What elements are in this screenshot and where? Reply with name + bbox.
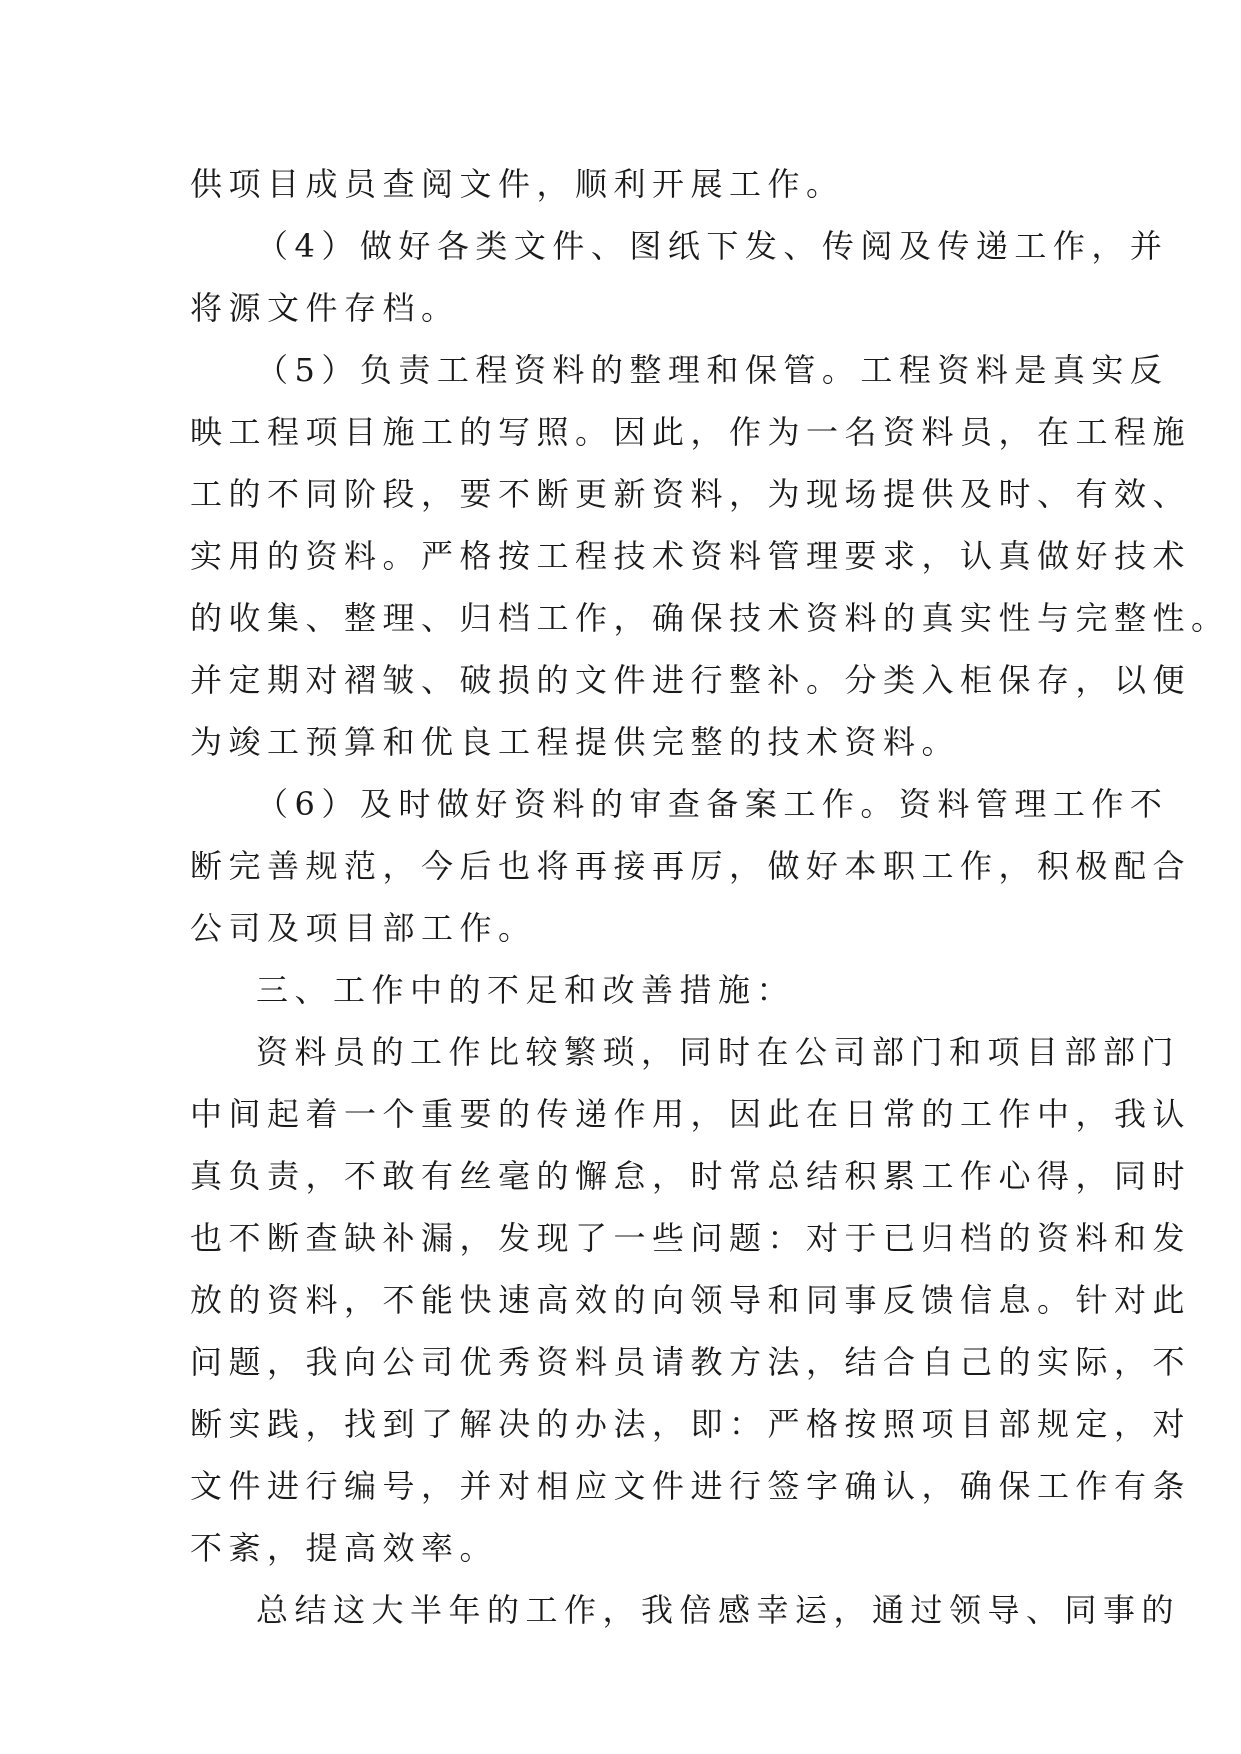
text-line: 中间起着一个重要的传递作用，因此在日常的工作中，我认: [190, 1095, 1192, 1133]
text-line: 断实践，找到了解决的办法，即：严格按照项目部规定，对: [190, 1405, 1192, 1443]
paragraph-first-line: （4）做好各类文件、图纸下发、传阅及传递工作，并: [256, 227, 1169, 265]
text-line: 不紊，提高效率。: [190, 1529, 499, 1567]
paragraph-first-line: （5）负责工程资料的整理和保管。工程资料是真实反: [256, 351, 1169, 389]
text-line: 将源文件存档。: [190, 289, 460, 327]
paragraph-first-line: （6）及时做好资料的审查备案工作。资料管理工作不: [256, 785, 1169, 823]
text-line: 也不断查缺补漏，发现了一些问题：对于已归档的资料和发: [190, 1219, 1192, 1257]
text-line: 为竣工预算和优良工程提供完整的技术资料。: [190, 723, 961, 761]
text-line: 断完善规范，今后也将再接再厉，做好本职工作，积极配合: [190, 847, 1192, 885]
text-line: 公司及项目部工作。: [190, 909, 537, 947]
text-line: 真负责，不敢有丝毫的懈怠，时常总结积累工作心得，同时: [190, 1157, 1192, 1195]
paragraph-first-line: 资料员的工作比较繁琐，同时在公司部门和项目部部门: [256, 1033, 1181, 1071]
text-line: 工的不同阶段，要不断更新资料，为现场提供及时、有效、: [190, 475, 1192, 513]
text-line: 供项目成员查阅文件，顺利开展工作。: [190, 165, 845, 203]
paragraph-first-line: 总结这大半年的工作，我倍感幸运，通过领导、同事的: [256, 1591, 1181, 1629]
text-line: 实用的资料。严格按工程技术资料管理要求，认真做好技术: [190, 537, 1192, 575]
text-line: 放的资料，不能快速高效的向领导和同事反馈信息。针对此: [190, 1281, 1192, 1319]
text-line: 的收集、整理、归档工作，确保技术资料的真实性与完整性。: [190, 599, 1230, 637]
text-line: 问题，我向公司优秀资料员请教方法，结合自己的实际，不: [190, 1343, 1192, 1381]
text-line: 映工程项目施工的写照。因此，作为一名资料员，在工程施: [190, 413, 1192, 451]
text-line: 文件进行编号，并对相应文件进行签字确认，确保工作有条: [190, 1467, 1192, 1505]
section-heading: 三、工作中的不足和改善措施：: [256, 971, 796, 1009]
text-line: 并定期对褶皱、破损的文件进行整补。分类入柜保存，以便: [190, 661, 1192, 699]
